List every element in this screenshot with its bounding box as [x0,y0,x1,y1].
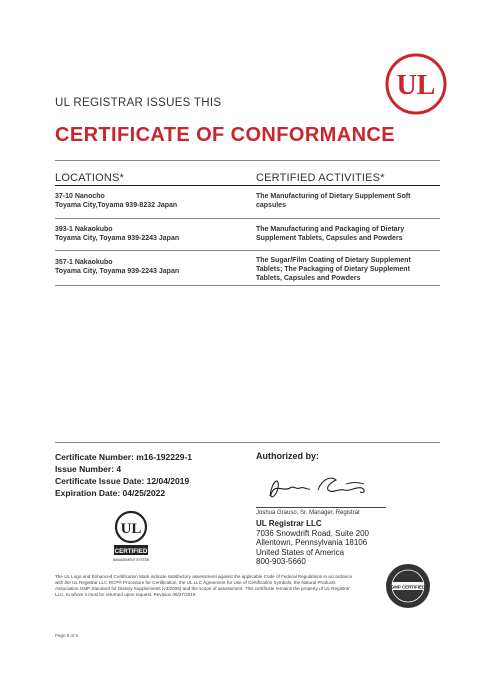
activity-text: Tablets, Capsules and Powders [256,275,361,282]
location-city: Toyama City,Toyama 939-8232 Japan [55,202,178,209]
phone-number: 800-903-5660 [256,557,306,566]
ul-logo-text: UL [396,70,436,101]
registrar-name: UL Registrar LLC [256,519,322,528]
svg-text:UL: UL [120,521,142,537]
activity-text: The Manufacturing and Packaging of Dietary [256,226,405,233]
svg-text:GMP CERTIFIED: GMP CERTIFIED [390,584,426,590]
location-city: Toyama City, Toyama 939-2243 Japan [55,268,180,275]
page-number: Page 6 of 6 [55,633,79,638]
divider [55,250,440,251]
registrar-address [256,519,369,567]
activities-header: CERTIFIED ACTIVITIES* [256,172,385,184]
location-cell [55,192,245,210]
ul-logo-icon [384,52,448,116]
address-country: United States of America [256,547,345,557]
location-street: 37-10 Nanocho [55,193,105,200]
divider [55,160,440,161]
divider [55,218,440,219]
location-cell [55,258,245,276]
location-city: Toyama City, Toyama 939-2243 Japan [55,235,180,242]
address-line: 7036 Snowdrift Road, Suite 200 [256,528,369,538]
activity-cell [256,192,446,210]
issuer-line: UL REGISTRAR ISSUES THIS [55,97,222,109]
certificate-title: CERTIFICATE OF CONFORMANCE [55,124,396,146]
activity-text: Supplement Tablets, Capsules and Powders [256,235,403,242]
certificate-number: Certificate Number: m16-192229-1 [55,452,193,462]
divider [55,285,440,286]
activity-text: The Sugar/Film Coating of Dietary Supplement [256,257,411,264]
activity-cell [256,256,446,283]
svg-text:MANAGEMENT SYSTEM: MANAGEMENT SYSTEM [113,558,149,562]
authorized-by-label: Authorized by: [256,451,319,461]
signature-icon [262,470,372,504]
locations-header: LOCATIONS* [55,172,125,184]
location-street: 393-1 Nakaokubo [55,226,113,233]
svg-text:CERTIFIED: CERTIFIED [114,548,148,555]
issue-date: Certificate Issue Date: 12/04/2019 [55,476,190,486]
disclaimer-text: The UL Logo and Enhanced Certification Mark indicate satisfactory assessment against the applicable Code of Federal Regulations in accordance with the UL Registrar LLC RCP® Procedure for Certification, the UL LLC Agreement for Use of Certification Symbols, the Natural Products Association GMP Standard for Dietary Supplements (v3/2006) and the scope of assessment. This certificate remains the property of UL Registrar LLC, to whom it must be returned upon request. Revision 06/27/2019 [55,574,353,597]
location-street: 357-1 Nakaokubo [55,259,113,266]
activity-text: Tablets; The Packaging of Dietary Supplement [256,266,410,273]
expiration-date: Expiration Date: 04/25/2022 [55,488,166,498]
address-line: Allentown, Pennsylvania 18106 [256,538,368,547]
activity-text: capsules [256,202,286,209]
divider [55,185,440,186]
ul-certified-mark-icon [113,510,149,570]
activity-text: The Manufacturing of Dietary Supplement Soft [256,193,411,200]
divider [55,442,440,443]
issue-number: Issue Number: 4 [55,464,122,474]
signer-name: Joshua Grauso, Sr. Manager, Registrar [256,510,361,516]
gmp-certified-badge-icon [384,562,432,610]
activity-cell [256,225,446,243]
certificate-info [55,451,192,499]
location-cell [55,225,245,243]
signature-line [256,507,386,508]
